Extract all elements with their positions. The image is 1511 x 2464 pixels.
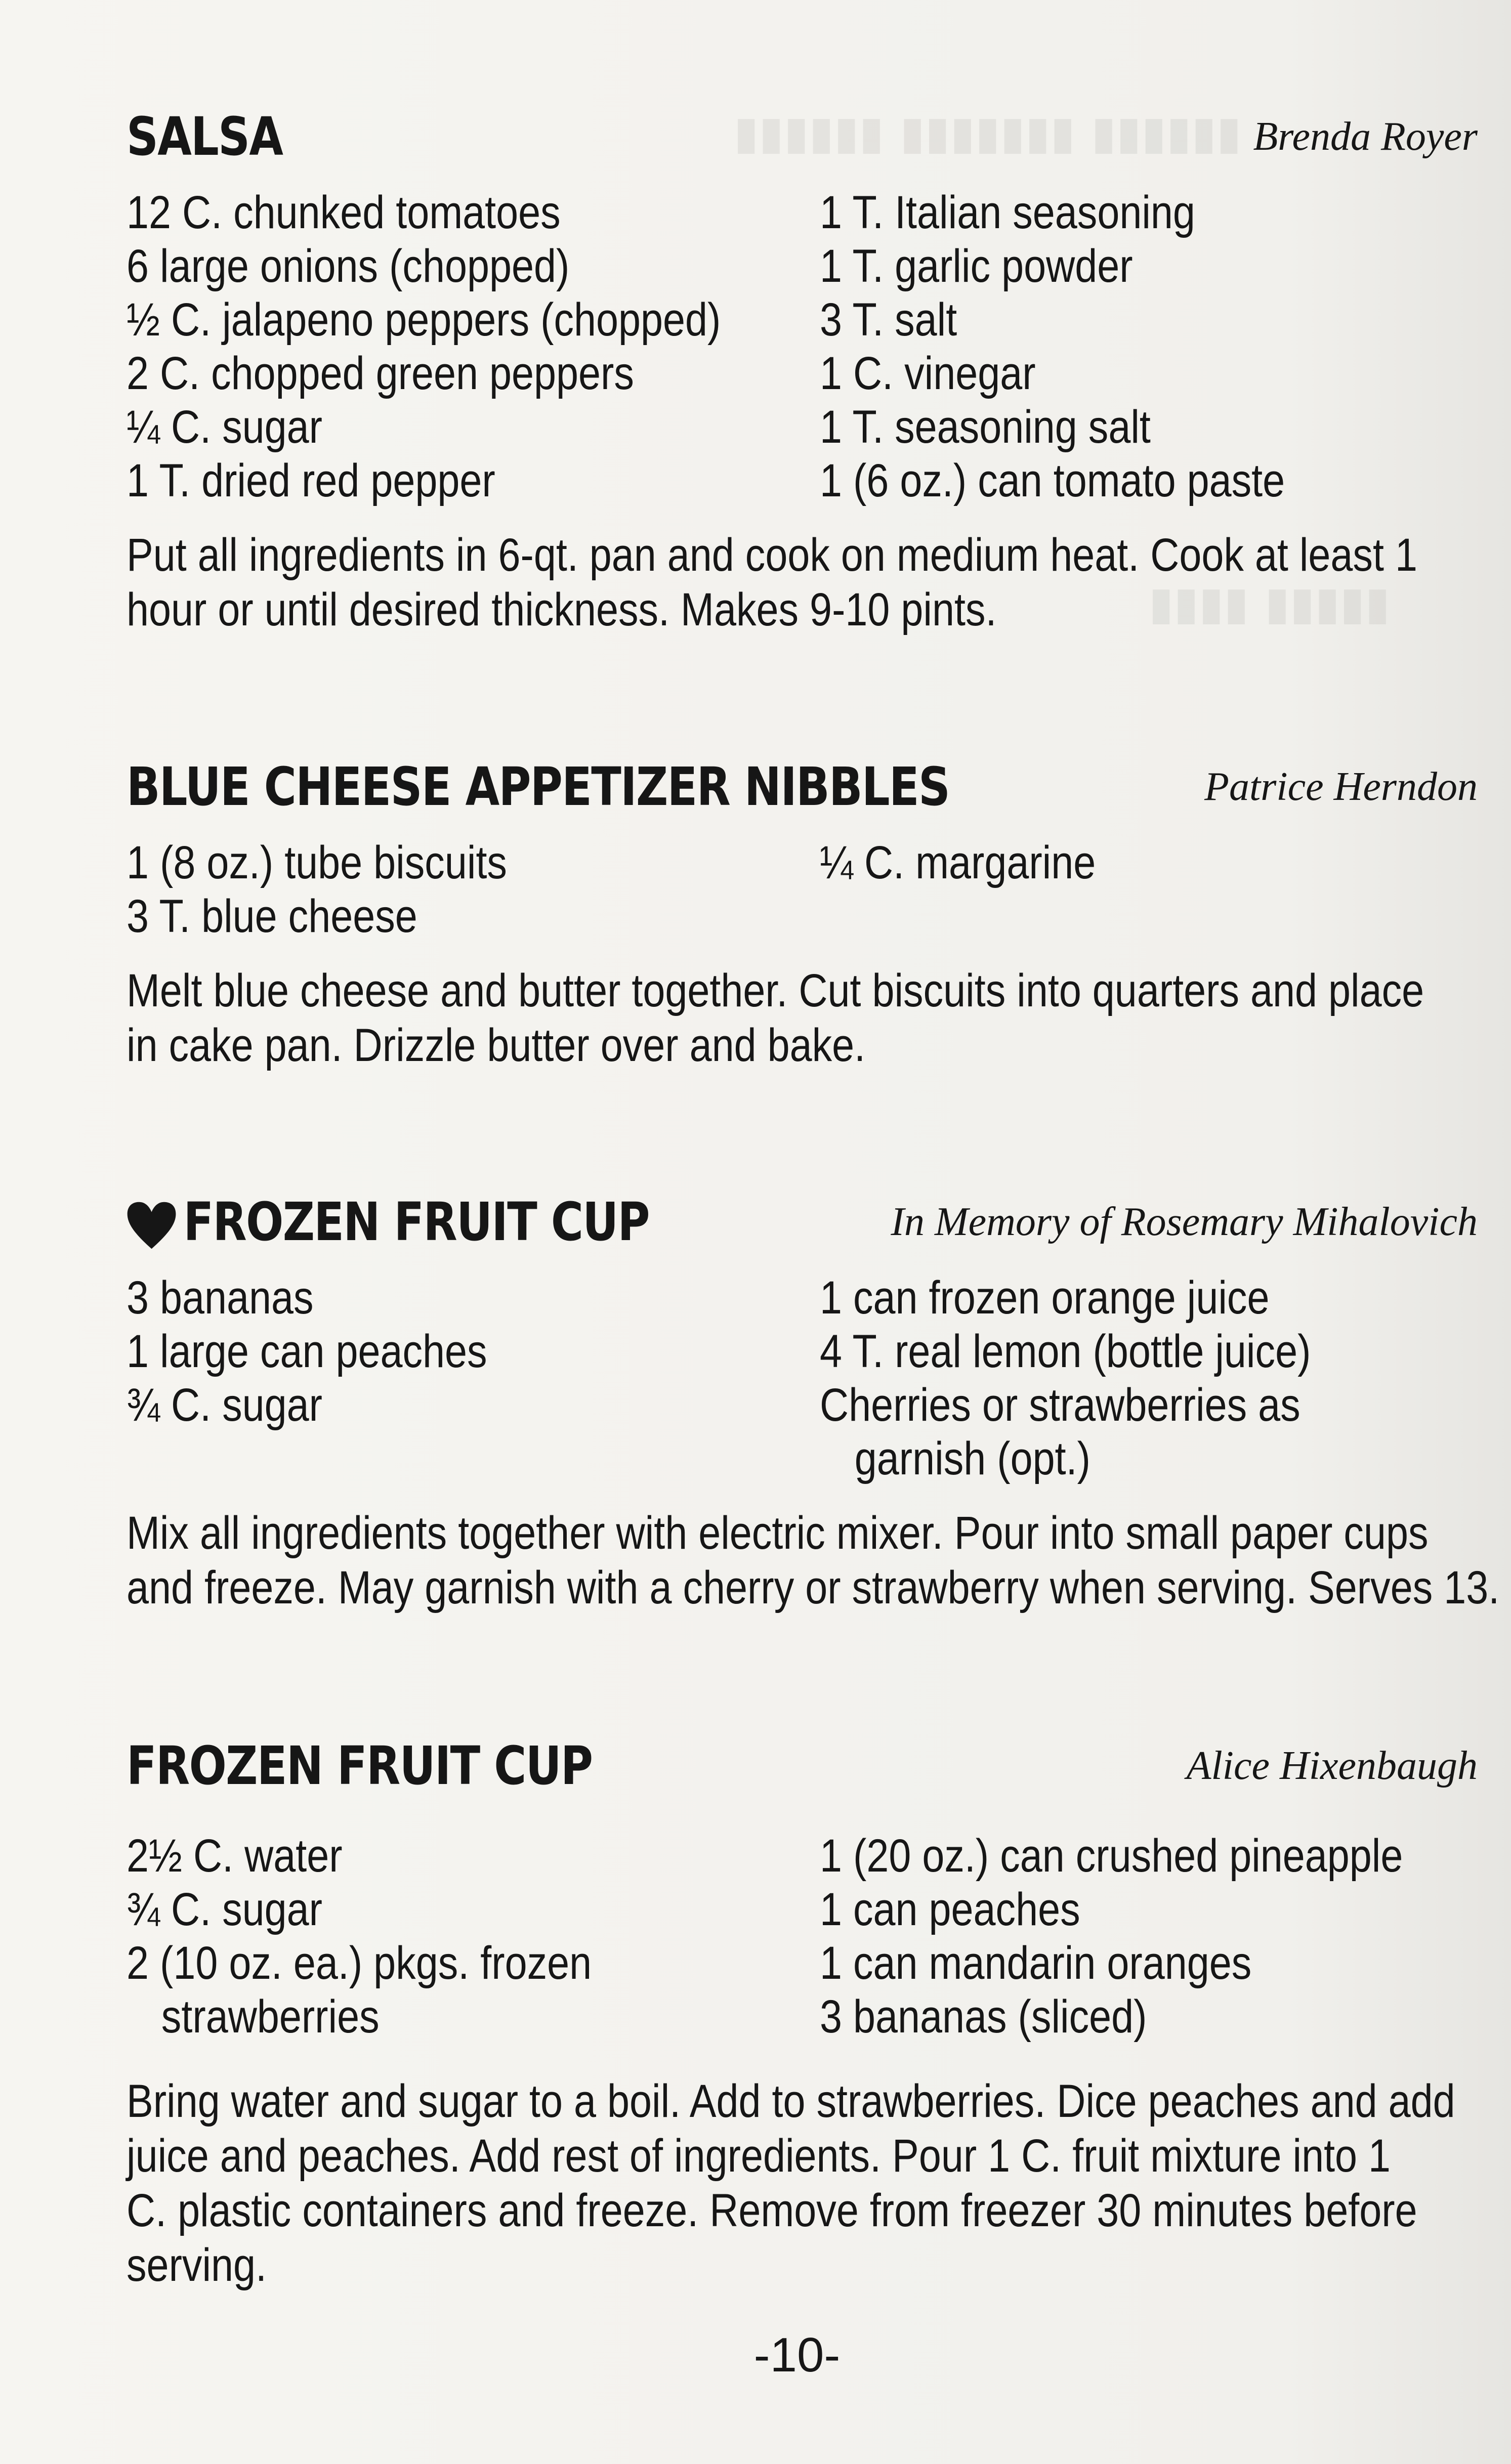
ingredient: 6 large onions (chopped)	[127, 240, 570, 292]
recipe-header	[127, 1189, 1478, 1255]
ingredient: 1 (20 oz.) can crushed pineapple	[820, 1830, 1403, 1882]
ingredient: 2 (10 oz. ea.) pkgs. frozen	[127, 1937, 592, 1989]
ingredient: 1 (6 oz.) can tomato paste	[820, 455, 1285, 506]
ingredient-list	[127, 1271, 1478, 1485]
ingredient-column-left	[127, 836, 569, 943]
ingredient-column-right	[820, 836, 1141, 889]
ingredient: 3 T. blue cheese	[127, 890, 417, 942]
ingredient: 1 can peaches	[820, 1884, 1080, 1935]
directions-line: Put all ingredients in 6-qt. pan and cook on medium heat. Cook at least 1	[127, 529, 1417, 581]
ingredient: 4 T. real lemon (bottle juice)	[820, 1326, 1311, 1377]
ingredient-column-right	[820, 1271, 1391, 1485]
recipe-title: BLUE CHEESE APPETIZER NIBBLES	[127, 756, 950, 818]
ingredient: 1 large can peaches	[127, 1326, 487, 1377]
directions-line: Mix all ingredients together with electric mixer. Pour into small paper cups	[127, 1507, 1429, 1559]
directions-line: C. plastic containers and freeze. Remove from freezer 30 minutes before	[127, 2185, 1417, 2236]
ingredient: 1 T. garlic powder	[820, 240, 1133, 292]
recipe-directions	[127, 2074, 1455, 2292]
recipe-header	[127, 104, 1478, 169]
ingredient: ¼ C. margarine	[820, 837, 1096, 888]
ingredient: strawberries	[161, 1991, 380, 2043]
ingredient: 1 (8 oz.) tube biscuits	[127, 837, 507, 888]
ingredient: 12 C. chunked tomatoes	[127, 187, 561, 238]
ingredient-column-left	[127, 186, 818, 507]
recipe-title: FROZEN FRUIT CUP	[127, 1735, 593, 1797]
ingredient: 1 T. seasoning salt	[820, 401, 1151, 453]
ingredient: garnish (opt.)	[854, 1433, 1090, 1484]
recipe-author: Alice Hixenbaugh	[1186, 1744, 1478, 1788]
recipe-author: Brenda Royer	[1253, 114, 1478, 159]
ingredient: ½ C. jalapeno peppers (chopped)	[127, 294, 721, 346]
directions-line: serving.	[127, 2239, 267, 2291]
ingredient: 3 bananas	[127, 1272, 314, 1324]
ingredient: 3 T. salt	[820, 294, 957, 346]
ingredient: 1 T. Italian seasoning	[820, 187, 1195, 238]
ingredient-column-left	[127, 1271, 546, 1432]
ingredient: 1 can frozen orange juice	[820, 1272, 1270, 1324]
ingredient: ¾ C. sugar	[127, 1884, 322, 1935]
ingredient: ¾ C. sugar	[127, 1379, 322, 1431]
ingredient: ¼ C. sugar	[127, 401, 322, 453]
ingredient-list	[127, 1829, 1478, 2044]
show-through-artifact: ▮▮▮▮▮ ▮▮▮▮	[1149, 577, 1391, 630]
directions-line: in cake pan. Drizzle butter over and bake.	[127, 1019, 866, 1071]
recipe-salsa	[127, 104, 1478, 637]
directions-line: juice and peaches. Add rest of ingredients. Pour 1 C. fruit mixture into 1	[127, 2130, 1391, 2182]
recipe-title-wrap	[127, 1189, 649, 1255]
ingredient: 3 bananas (sliced)	[820, 1991, 1147, 2043]
ingredient-column-left	[127, 1829, 667, 2044]
ingredient: 1 C. vinegar	[820, 348, 1036, 399]
recipe-title: FROZEN FRUIT CUP	[183, 1191, 649, 1253]
ingredient: Cherries or strawberries as	[820, 1379, 1300, 1431]
ingredient-list	[127, 186, 1478, 507]
directions-line: hour or until desired thickness. Makes 9-10 pints.	[127, 584, 997, 635]
ingredient: 2½ C. water	[127, 1830, 343, 1882]
ingredient-column-right	[820, 1829, 1498, 2044]
page-number: -10-	[753, 2328, 841, 2382]
ingredient-column-right	[820, 186, 1361, 507]
recipe-directions	[127, 528, 1417, 637]
recipe-directions	[127, 963, 1424, 1073]
ingredient: 2 C. chopped green peppers	[127, 348, 634, 399]
directions-line: Melt blue cheese and butter together. Cut biscuits into quarters and place	[127, 965, 1424, 1016]
recipe-author: Patrice Herndon	[1204, 764, 1478, 809]
directions-line: Bring water and sugar to a boil. Add to strawberries. Dice peaches and add	[127, 2075, 1455, 2127]
ingredient: 1 can mandarin oranges	[820, 1937, 1252, 1989]
ingredient: 1 T. dried red pepper	[127, 455, 495, 506]
recipe-directions	[127, 1506, 1500, 1615]
recipe-blue-cheese-nibbles	[127, 754, 1478, 1073]
ingredient-list	[127, 836, 1478, 943]
recipe-header	[127, 754, 1478, 820]
show-through-artifact: ▮▮▮▮▮▮ ▮▮▮▮▮▮▮ ▮▮▮▮▮▮	[734, 106, 1242, 159]
recipe-title: SALSA	[127, 106, 283, 167]
recipe-author: In Memory of Rosemary Mihalovich	[891, 1200, 1478, 1244]
recipe-header	[127, 1733, 1478, 1799]
recipe-frozen-fruit-cup-memorial	[127, 1189, 1500, 1615]
directions-line: and freeze. May garnish with a cherry or strawberry when serving. Serves 13.	[127, 1562, 1500, 1613]
recipe-frozen-fruit-cup	[127, 1733, 1478, 2292]
heart-icon	[127, 1201, 178, 1251]
